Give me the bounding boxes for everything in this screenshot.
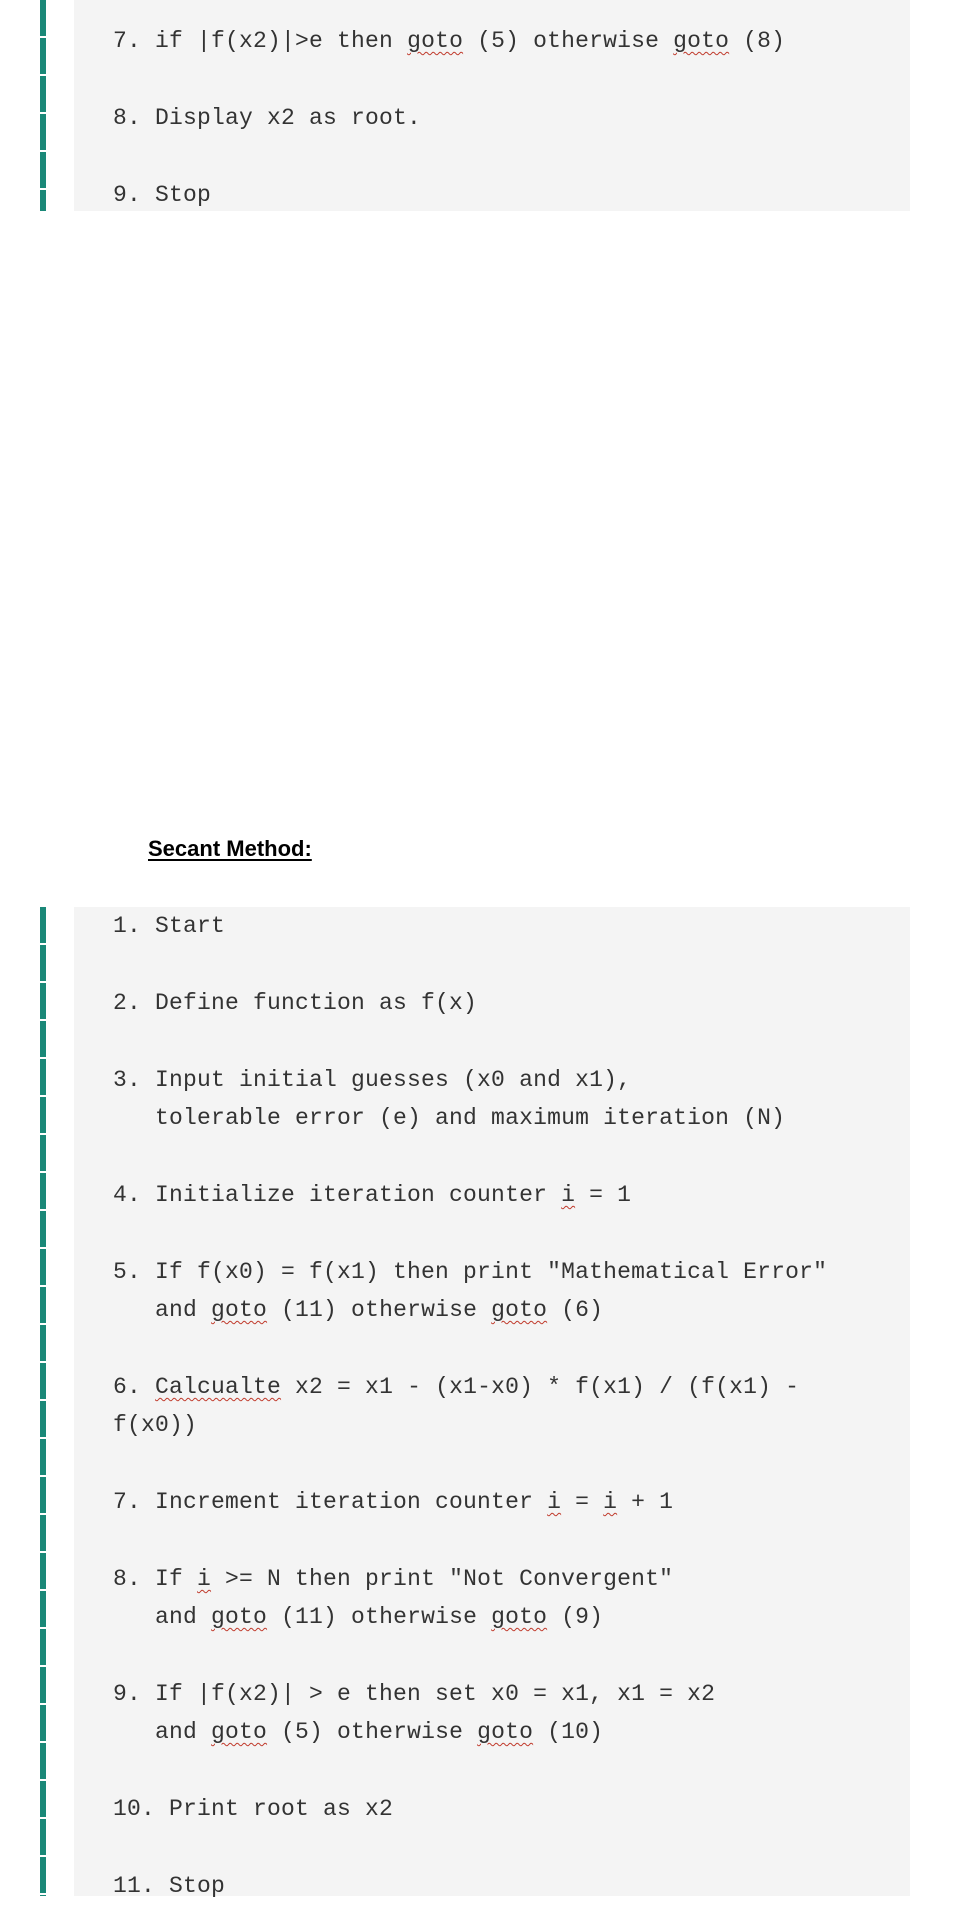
step-8-line-a: 8. If i >= N then print "Not Convergent" (113, 1566, 674, 1592)
step-8-line-b: and goto (11) otherwise goto (9) (113, 1604, 604, 1630)
step-3-line-b: tolerable error (e) and maximum iteration (N) (113, 1105, 786, 1131)
spellcheck-word: goto (211, 1604, 268, 1630)
step-8-line: 8. Display x2 as root. (113, 105, 422, 131)
spellcheck-word: goto (491, 1297, 548, 1323)
step-7-line: 7. Increment iteration counter i = i + 1 (113, 1489, 674, 1515)
spellcheck-word: i (561, 1182, 576, 1208)
step-7-line: 7. if |f(x2)|>e then goto (5) otherwise goto (8) (113, 28, 786, 54)
step-5-line-b: and goto (11) otherwise goto (6) (113, 1297, 604, 1323)
step-3-line-a: 3. Input initial guesses (x0 and x1), (113, 1067, 632, 1093)
spellcheck-word: i (603, 1489, 618, 1515)
step-1-line: 1. Start (113, 913, 226, 939)
spellcheck-word: goto (491, 1604, 548, 1630)
step-6-line-a: 6. Calcualte x2 = x1 - (x1-x0) * f(x1) / (f(x1) - (113, 1374, 800, 1400)
step-10-line: 10. Print root as x2 (113, 1796, 394, 1822)
spellcheck-word: i (197, 1566, 212, 1592)
code-block-secant (40, 907, 910, 1899)
step-6-line-b: f(x0)) (113, 1412, 198, 1438)
spellcheck-word: goto (407, 28, 464, 54)
section-heading: Secant Method: (148, 836, 312, 861)
spellcheck-word: goto (211, 1297, 268, 1323)
spellcheck-word: Calcualte (155, 1374, 282, 1400)
step-9-line-b: and goto (5) otherwise goto (10) (113, 1719, 604, 1745)
step-2-line: 2. Define function as f(x) (113, 990, 478, 1016)
spellcheck-word: goto (477, 1719, 534, 1745)
step-9-line: 9. Stop (113, 182, 212, 208)
spellcheck-word: goto (673, 28, 730, 54)
step-4-line: 4. Initialize iteration counter i = 1 (113, 1182, 632, 1208)
step-9-line-a: 9. If |f(x2)| > e then set x0 = x1, x1 = x2 (113, 1681, 716, 1707)
spellcheck-word: i (547, 1489, 562, 1515)
step-5-line-a: 5. If f(x0) = f(x1) then print "Mathematical Error" (113, 1259, 828, 1285)
code-block-previous (40, 0, 910, 211)
step-11-line: 11. Stop (113, 1873, 226, 1899)
spellcheck-word: goto (211, 1719, 268, 1745)
